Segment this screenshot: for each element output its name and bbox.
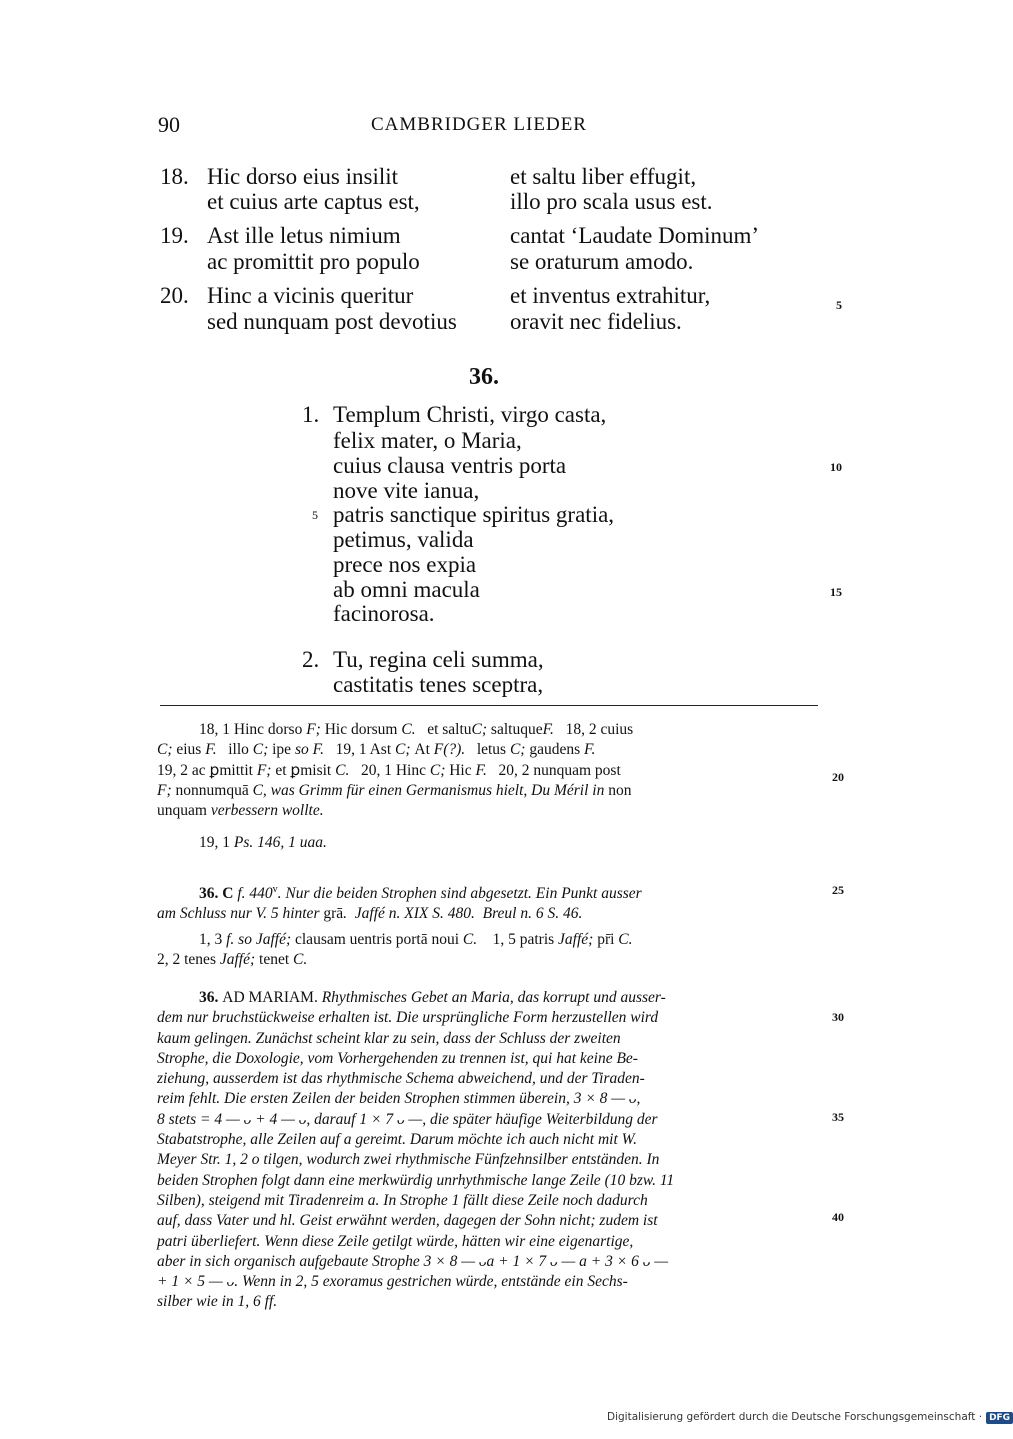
margin-line-number: 20 [832,770,844,784]
verse-line: ac promittit pro populo [207,249,420,274]
verse-line: cuius clausa ventris porta [333,453,567,478]
stanza-number: 2. [302,647,320,672]
stanza-number: 18. [160,164,189,189]
running-head: CAMBRIDGER LIEDER [371,114,587,135]
verse-line: et inventus extrahitur, [510,283,711,308]
margin-line-number: 10 [830,460,842,474]
verse-line: ab omni macula [333,577,480,602]
margin-line-number: 40 [832,1210,844,1224]
verse-line: Hinc a vicinis queritur [207,283,414,308]
verse-line: nove vite ianua, [333,478,480,503]
verse-line: sed nunquam post devotius [207,309,457,334]
verse-line: Hic dorso eius insilit [207,164,399,189]
verse-line: Tu, regina celi summa, [333,647,544,672]
verse-line: Ast ille letus nimium [207,223,401,248]
stanza-number: 20. [160,283,189,308]
footnote-separator [160,705,818,706]
commentary-note: 36. AD MARIAM. Rhythmisches Gebet an Maria, das korrupt und ausser- dem nur bruchstückweise erhalten ist. Die ursprüngliche Form herzustellen wird kaum gelingen. Zunächst scheint klar zu sein, dass der Schluss der zweiten Strophe, die Doxologie, vom Vorhergehenden zu trennen ist, qui hat keine Be- ziehung, ausserdem ist das rhythmische Schema abweichend, und der Tiraden- reim fehlt. Die ersten Zeilen der beiden Strophen stimmen überein, 3 × 8 — ᴗ, 8 stets = 4 — ᴗ + 4 — ᴗ, darauf 1 × 7 ᴗ —, die später häufige Weiterbildung der Stabatstrophe, alle Zeilen auf a gereimt. Darum möchte ich auch nicht mit W. Meyer Str. 1, 2 o tilgen, wodurch zwei rhythmische Fünfzehnsilber entständen. In beiden Strophen folgt dann eine merkwürdig unrhythmische lange Zeile (10 bzw. 11 Silben), steigend mit Tiradenreim a. In Strophe 1 fällt diese Zeile noch dadurch auf, dass Vater und hl. Geist erwähnt werden, dagegen der Sohn nicht; zudem ist patri überliefert. Wenn diese Zeile getilgt würde, hätten wir eine eigenartige, aber in sich organisch aufgebaute Strophe 3 × 8 — ᴗa + 1 × 7 ᴗ — a + 3 × 6 ᴗ — + 1 × 5 — ᴗ. Wenn in 2, 5 exoramus gestrichen würde, entstände ein Sechs- silber wie in 1, 6 ff. [157,989,675,1311]
variant-note: 1, 3 f. so Jaffé; clausam uentris portā noui C. 1, 5 patris Jaffé; pr̄i C. 2, 2 tenes Jaffé; tenet C. [157,931,633,969]
stanza-number: 19. [160,223,189,248]
verse-line: et saltu liber effugit, [510,164,697,189]
credit-text: Digitalisierung gefördert durch die Deutsche Forschungsgemeinschaft · [607,1411,983,1423]
page-number: 90 [158,112,180,137]
verse-line: prece nos expia [333,552,477,577]
digitization-credit [607,1411,1013,1424]
stanza-number: 1. [302,402,320,427]
margin-line-number: 15 [830,585,842,599]
verse-line: oravit nec fidelius. [510,309,682,334]
margin-line-number: 30 [832,1010,844,1024]
verse-line: illo pro scala usus est. [510,189,713,214]
verse-line: cantat ‘Laudate Dominum’ [510,223,760,248]
verse-line: castitatis tenes sceptra, [333,672,544,697]
margin-line-number: 35 [832,1110,844,1124]
verse-line: facinorosa. [333,601,435,626]
verse-line: patris sanctique spiritus gratia, [333,502,615,527]
poem-number: 36. [469,364,499,390]
verse-line: se oraturum amodo. [510,249,694,274]
apparatus-note: 18, 1 Hinc dorso F; Hic dorsum C. et saltuC; saltuqueF. 18, 2 cuius C; eius F. illo C; ipe so F. 19, 1 Ast C; At F(?). letus C; gaudens F. 19, 2 ac ꝑmittit F; et ꝑmisit C. 20, 1 Hinc C; Hic F. 20, 2 nunquam post F; nonnumquā C, was Grimm für einen Germanismus hielt, Du Méril in non unquam verbessern wollte. [157,721,634,820]
inner-line-number: 5 [312,508,318,522]
source-note: 19, 1 Ps. 146, 1 uaa. [199,834,327,851]
manuscript-note: 36. C f. 440$^v$. Nur die beiden Strophen sind abgesetzt. Ein Punkt ausser am Schluss nur V. 5 hinter grā. Jaffé n. XIX S. 480. Breul n. 6 S. 46. [157,884,642,923]
verse-line: felix mater, o Maria, [333,428,522,453]
verse-line: petimus, valida [333,527,474,552]
dfg-logo: DFG [986,1412,1013,1424]
verse-line: Templum Christi, virgo casta, [333,402,607,427]
verse-line: et cuius arte captus est, [207,189,420,214]
margin-line-number: 25 [832,883,844,897]
margin-line-number: 5 [836,298,842,312]
